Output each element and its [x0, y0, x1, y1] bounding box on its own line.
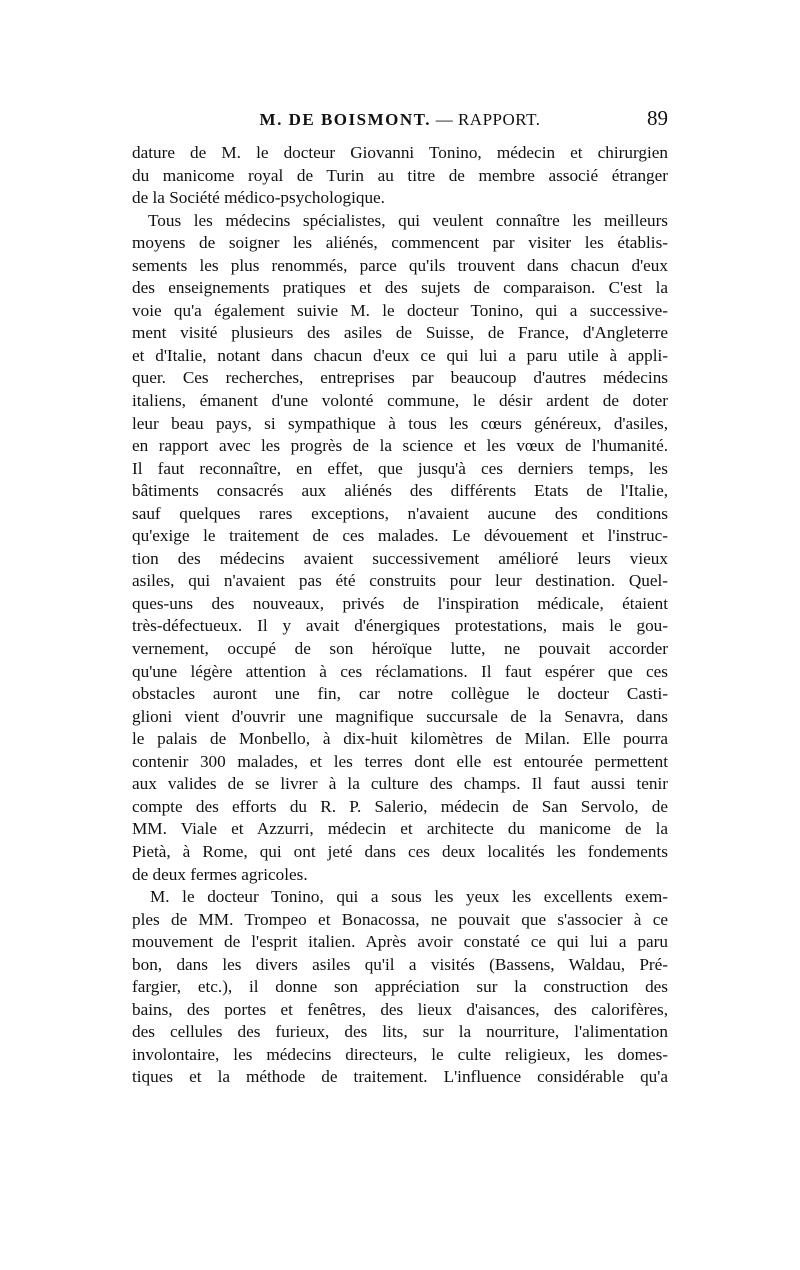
text-line: et d'Italie, notant dans chacun d'eux ce qui lui a paru utile à appli- — [132, 345, 668, 365]
text-line: en rapport avec les progrès de la science et les vœux de l'humanité. — [132, 436, 668, 456]
text-line: très-défectueux. Il y avait d'énergiques protestations, mais le gou- — [132, 616, 668, 636]
text-line: dature de M. le docteur Giovanni Tonino, médecin et chirurgien — [132, 143, 668, 162]
text-line: italiens, émanent d'une volonté commune, le désir ardent de doter — [132, 391, 668, 411]
text-line: ment visité plusieurs des asiles de Suisse, de France, d'Angleterre — [132, 323, 668, 343]
text-line: bon, dans les divers asiles qu'il a visités (Bassens, Waldau, Pré- — [132, 954, 668, 974]
text-line: du manicome royal de Turin au titre de membre associé étranger — [132, 165, 668, 185]
text-line: involontaire, les médecins directeurs, le culte religieux, les domes- — [132, 1044, 668, 1064]
text-line: fargier, etc.), il donne son appréciation sur la construction des — [132, 977, 668, 997]
running-head-section: RAPPORT. — [457, 110, 541, 129]
text-line: glioni vient d'ouvrir une magnifique succursale de la Senavra, dans — [132, 706, 668, 726]
text-line: leur beau pays, si sympathique à tous les cœurs généreux, d'asiles, — [132, 413, 668, 433]
text-line: qu'une légère attention à ces réclamations. Il faut espérer que ces — [132, 661, 668, 681]
running-head-separator: — — [430, 110, 458, 129]
text-line: Il faut reconnaître, en effet, que jusqu'à ces derniers temps, les — [132, 458, 668, 478]
text-line: de deux fermes agricoles. — [132, 864, 308, 884]
text-line: aux valides de se livrer à la culture des champs. Il faut aussi tenir — [132, 774, 668, 794]
text-line: qu'exige le traitement de ces malades. Le dévouement et l'instruc- — [132, 526, 668, 546]
page-header — [132, 106, 668, 138]
running-head-author: M. DE BOISMONT. — [259, 110, 431, 129]
text-line: MM. Viale et Azzurri, médecin et architecte du manicome de la — [132, 819, 668, 839]
running-head — [132, 110, 668, 130]
text-line: obstacles auront une fin, car notre collègue le docteur Casti- — [132, 684, 668, 704]
text-line: mouvement de l'esprit italien. Après avoir constaté ce qui lui a paru — [132, 932, 668, 952]
text-line: asiles, qui n'avaient pas été construits pour leur destination. Quel- — [132, 571, 668, 591]
text-line: moyens de soigner les aliénés, commencent par visiter les établis- — [132, 233, 668, 253]
text-line: Tous les médecins spécialistes, qui veulent connaître les meilleurs — [148, 210, 668, 230]
text-line: bains, des portes et fenêtres, des lieux d'aisances, des calorifères, — [132, 999, 668, 1019]
text-line: Pietà, à Rome, qui ont jeté dans ces deux localités les fondements — [132, 841, 668, 861]
text-line: ques-uns des nouveaux, privés de l'inspiration médicale, étaient — [132, 593, 668, 613]
text-line: M. le docteur Tonino, qui a sous les yeux les excellents exem- — [150, 887, 668, 907]
text-line: sements les plus renommés, parce qu'ils trouvent dans chacun d'eux — [132, 255, 668, 275]
text-line: voie qu'a également suivie M. le docteur Tonino, qui a successive- — [132, 300, 668, 320]
text-line: de la Société médico-psychologique. — [132, 188, 385, 208]
body-text — [132, 142, 668, 1089]
text-line: sauf quelques rares exceptions, n'avaient aucune des conditions — [132, 503, 668, 523]
text-line: des cellules des furieux, des lits, sur la nourriture, l'alimentation — [132, 1022, 668, 1042]
text-line: contenir 300 malades, et les terres dont elle est entourée permettent — [132, 751, 668, 771]
text-line: des enseignements pratiques et des sujets de comparaison. C'est la — [132, 278, 668, 298]
text-line: ples de MM. Trompeo et Bonacossa, ne pouvait que s'associer à ce — [132, 909, 668, 929]
text-line: tion des médecins avaient successivement amélioré leurs vieux — [132, 548, 668, 568]
page-number: 89 — [647, 106, 668, 130]
text-line: le palais de Monbello, à dix-huit kilomètres de Milan. Elle pourra — [132, 729, 668, 749]
text-line: vernement, occupé de son héroïque lutte, ne pouvait accorder — [132, 639, 668, 659]
text-line: compte des efforts du R. P. Salerio, médecin de San Servolo, de — [132, 796, 668, 816]
text-line: quer. Ces recherches, entreprises par beaucoup d'autres médecins — [132, 368, 668, 388]
text-line: tiques et la méthode de traitement. L'influence considérable qu'a — [132, 1067, 668, 1087]
text-line: bâtiments consacrés aux aliénés des différents Etats de l'Italie, — [132, 481, 668, 501]
